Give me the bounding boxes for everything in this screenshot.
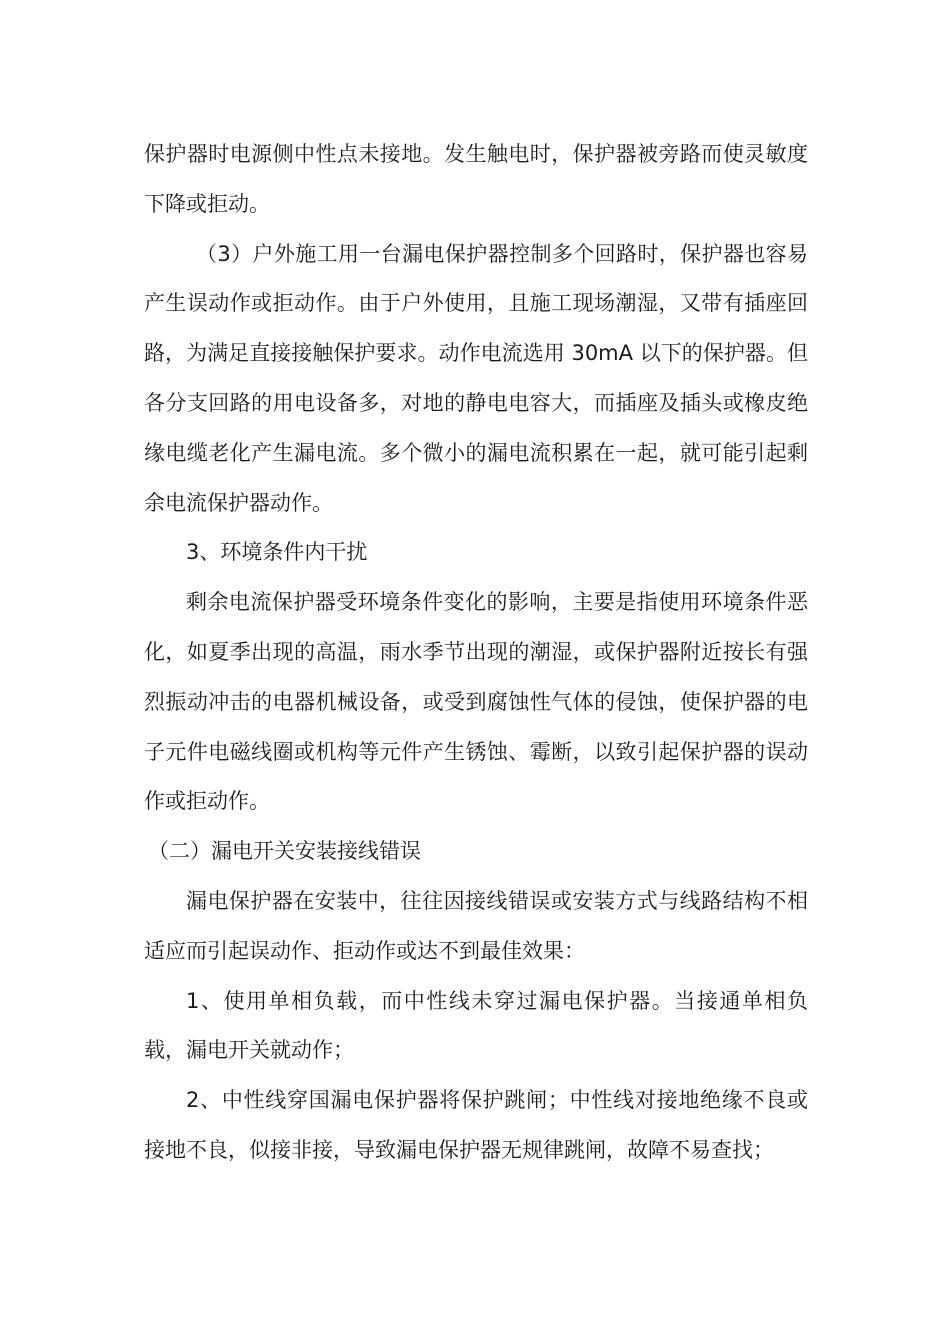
paragraph-item-3: （3）户外施工用一台漏电保护器控制多个回路时，保护器也容易产生误动作或拒动作。由于户外使用，且施工现场潮湿，又带有插座回路，为满足直接接触保护要求。动作电流选用 30mA 以下的保护器。但各分支回路的用电设备多，对地的静电电容大，而插座及插头或橡皮绝缘电缆老化产生漏电流。多个微小的漏电流积累在一起，就可能引起剩余电流保护器动作。 bbox=[144, 241, 808, 515]
list-item-1: 1、使用单相负载，而中性线未穿过漏电保护器。当接通单相负载，漏电开关就动作； bbox=[144, 988, 808, 1063]
section-heading-wiring-errors: （二）漏电开关安装接线错误 bbox=[148, 839, 421, 864]
document-body bbox=[144, 130, 808, 1176]
section-heading-environment: 3、环境条件内干扰 bbox=[186, 540, 368, 565]
paragraph-continuation: 保护器时电源侧中性点未接地。发生触电时，保护器被旁路而使灵敏度下降或拒动。 bbox=[144, 142, 808, 216]
paragraph-environment: 剩余电流保护器受环境条件变化的影响，主要是指使用环境条件恶化，如夏季出现的高温，雨水季节出现的潮湿，或保护器附近按长有强烈振动冲击的电器机械设备，或受到腐蚀性气体的侵蚀，使保护器的电子元件电磁线圈或机构等元件产生锈蚀、霉断，以致引起保护器的误动作或拒动作。 bbox=[144, 590, 808, 814]
paragraph-wiring-intro: 漏电保护器在安装中，往往因接线错误或安装方式与线路结构不相适应而引起误动作、拒动作或达不到最佳效果： bbox=[144, 888, 808, 963]
list-item-2: 2、中性线穿国漏电保护器将保护跳闸；中性线对接地绝缘不良或接地不良，似接非接，导致漏电保护器无规律跳闸，故障不易查找； bbox=[144, 1088, 808, 1162]
